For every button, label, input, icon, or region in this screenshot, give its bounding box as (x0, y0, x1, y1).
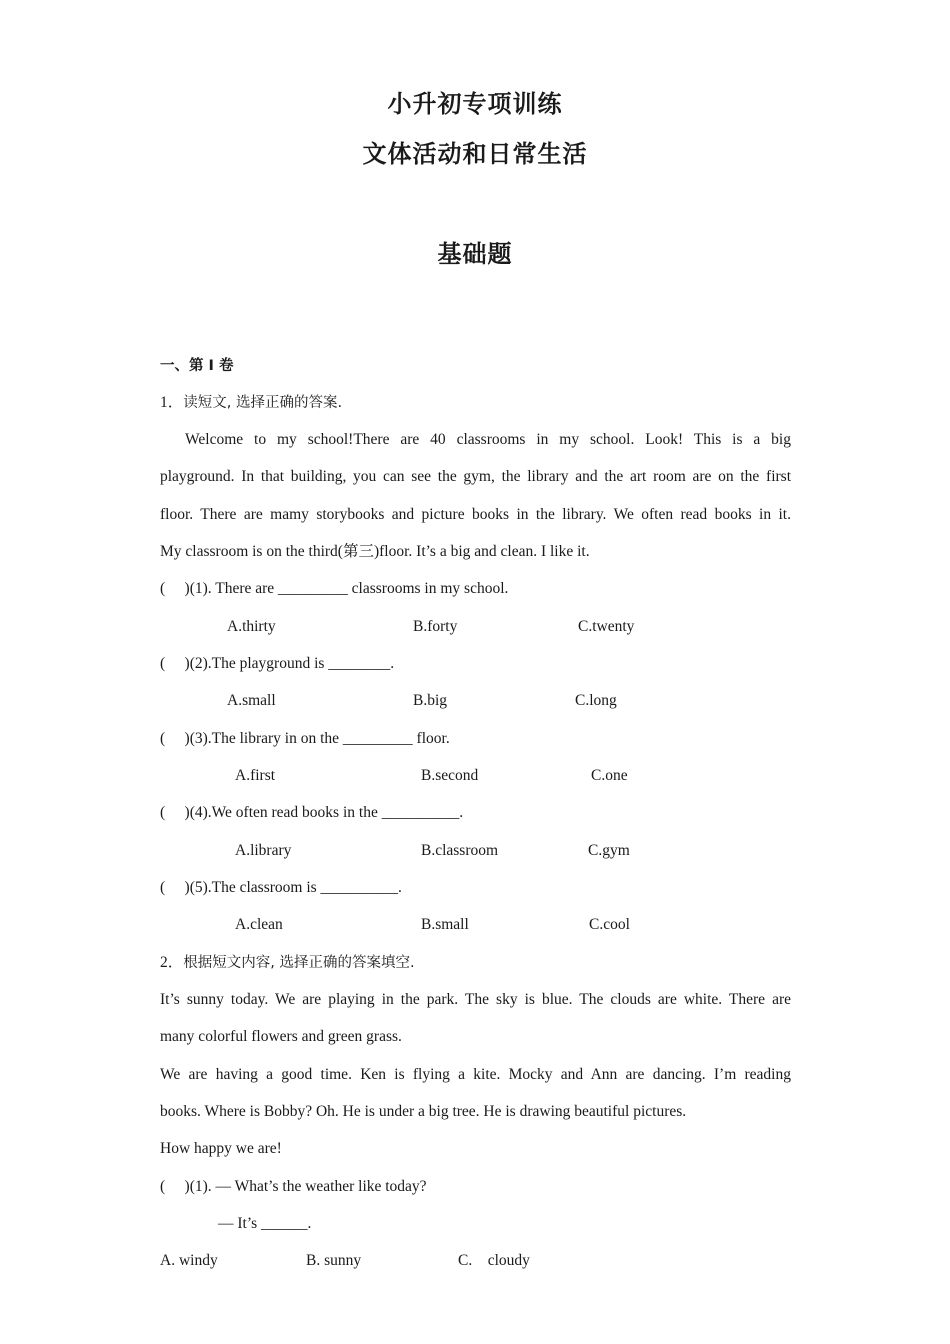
q1-item-2-option-a: A.small (227, 692, 276, 709)
q1-item-3-option-c: C.one (591, 767, 628, 784)
q1-item-2-stem: ( )(2).The playground is ________. (160, 655, 395, 672)
q1-item-4-stem: ( )(4).We often read books in the __________. (160, 804, 464, 821)
q1-item-1-stem: ( )(1). There are _________ classrooms in my school. (160, 580, 509, 597)
q1-item-2-option-b: B.big (413, 692, 448, 709)
q1-item-5-stem: ( )(5).The classroom is __________. (160, 879, 402, 896)
q2-item-1-option-a: A. windy (160, 1252, 218, 1269)
q1-item-3-stem: ( )(3).The library in on the _________ floor. (160, 730, 450, 747)
q1-item-3-option-a: A.first (235, 767, 276, 784)
q2-item-1-option-c: C. cloudy (458, 1252, 530, 1269)
q2-number: 2． (160, 954, 184, 971)
q2-item-1-stem: ( )(1). — What’s the weather like today? (160, 1178, 427, 1195)
q2-instruction: 根据短文内容, 选择正确的答案填空. (183, 955, 415, 971)
q1-passage-line-4: My classroom is on the third(第三)floor. It’s a big and clean. I like it. (160, 543, 590, 560)
q1-item-1-option-c: C.twenty (578, 618, 635, 635)
q2-item-1-option-b: B. sunny (306, 1252, 362, 1269)
q1-item-5-option-c: C.cool (589, 916, 630, 933)
q1-passage-line-2: playground. In that building, you can see the gym, the library and the art room are on the first (160, 468, 791, 485)
q1-item-4-option-b: B.classroom (421, 842, 499, 859)
q1-item-5-option-a: A.clean (235, 916, 283, 933)
q2-passage-line-1: It’s sunny today. We are playing in the park. The sky is blue. The clouds are white. There are (160, 991, 791, 1008)
q1-instruction-line (160, 393, 342, 413)
q1-item-5-option-b: B.small (421, 916, 469, 933)
q2-item-1-answer-line: — It’s ______. (218, 1215, 312, 1232)
q1-item-4-option-c: C.gym (588, 842, 630, 859)
level-heading: 基础题 (437, 240, 513, 268)
title-line-1: 小升初专项训练 (387, 90, 563, 118)
q2-passage-line-4: books. Where is Bobby? Oh. He is under a big tree. He is drawing beautiful pictures. (160, 1103, 687, 1120)
q1-item-1-option-b: B.forty (413, 618, 458, 635)
q1-item-1-option-a: A.thirty (227, 618, 276, 635)
q1-number: 1． (160, 394, 184, 411)
q2-passage-line-5: How happy we are! (160, 1140, 282, 1157)
section-heading: 一、第 I 卷 (160, 358, 234, 374)
q1-instruction: 读短文, 选择正确的答案. (183, 395, 343, 411)
q2-passage-line-3: We are having a good time. Ken is flying a kite. Mocky and Ann are dancing. I’m reading (160, 1066, 791, 1083)
q1-passage-line-3: floor. There are mamy storybooks and picture books in the library. We often read books in it. (160, 506, 791, 523)
q1-item-3-option-b: B.second (421, 767, 479, 784)
q1-passage-line-1: Welcome to my school!There are 40 classrooms in my school. Look! This is a big (185, 431, 791, 448)
q2-instruction-line (160, 953, 415, 973)
q2-passage-line-2: many colorful flowers and green grass. (160, 1028, 402, 1045)
q1-item-2-option-c: C.long (575, 692, 617, 709)
title-line-2: 文体活动和日常生活 (362, 140, 588, 168)
q1-item-4-option-a: A.library (235, 842, 292, 859)
